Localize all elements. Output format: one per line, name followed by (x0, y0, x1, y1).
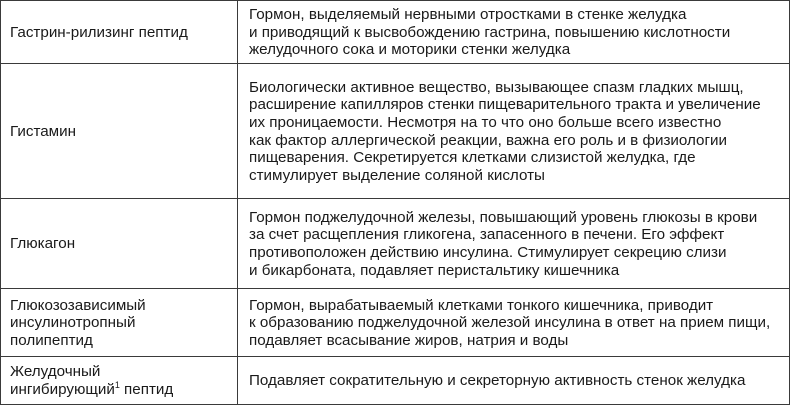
term-text-suffix: пептид (119, 381, 174, 398)
table-row (1, 357, 790, 405)
term-text: Желудочный ингибирующий (10, 363, 115, 398)
term-cell: Гистамин (1, 64, 238, 199)
description-cell: Гормон поджелудочной железы, повышающий уровень глюкозы в крови за счет расщепления гликогена, запасенного в печени. Его эффект противоположен действию инсулина. Стимулирует секрецию слизи и бикарбоната, подавляет перистальтику кишечника (238, 199, 790, 289)
footnote-marker: 1 (114, 380, 120, 390)
term-cell: Глюкозозависимый инсулинотропный полипептид (1, 289, 238, 357)
description-cell: Гормон, выделяемый нервными отростками в стенке желудка и приводящий к высвобождению гастрина, повышению кислотности желудочного сока и моторики стенки желудка (238, 1, 790, 64)
table-row (1, 289, 790, 357)
description-cell: Подавляет сократительную и секреторную активность стенок желудка (238, 357, 790, 405)
description-cell: Гормон, вырабатываемый клетками тонкого кишечника, приводит к образованию поджелудочной железой инсулина в ответ на прием пищи, подавляет всасывание жиров, натрия и воды (238, 289, 790, 357)
table-row (1, 64, 790, 199)
term-cell (1, 357, 238, 405)
table-row (1, 199, 790, 289)
table-row (1, 1, 790, 64)
description-cell: Биологически активное вещество, вызывающее спазм гладких мышц, расширение капилляров стенки пищеварительного тракта и увеличение их проницаемости. Несмотря на то что оно больше всего известно как фактор аллергической реакции, важна его роль и в физиологии пищеварения. Секретируется клетками слизистой желудка, где стимулирует выделение соляной кислоты (238, 64, 790, 199)
term-cell: Гастрин-рилизинг пептид (1, 1, 238, 64)
term-cell: Глюкагон (1, 199, 238, 289)
